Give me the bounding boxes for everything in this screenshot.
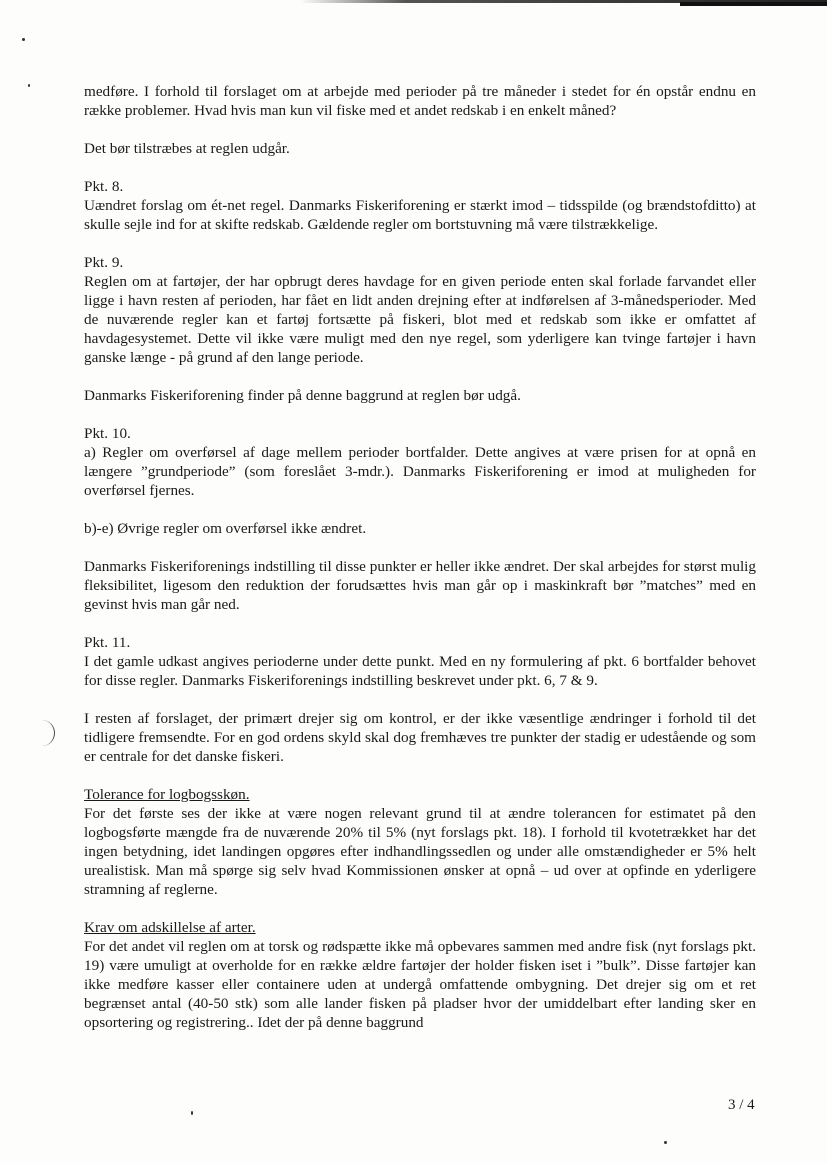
section-body-tolerance: For det første ses der ikke at være nogen relevant grund til at ændre tolerancen for estimatet på den logbogsførte mængde fra de nuværende 20% til 5% (nyt forslags pkt. 18). I forhold til kvotetrækket har det ingen betydning, idet landingen opgøres efter indhandlingssedlen og under alle omstændigheder er 5% helt urealistisk. Man må spørge sig selv hvad Kommissionen ønsker at opnå – ud over at opfinde en yderligere stramning af reglerne. [84, 805, 756, 898]
heading-tolerance: Tolerance for logbogsskøn. [84, 786, 250, 803]
section-body-species-separation: For det andet vil reglen om at torsk og rødspætte ikke må opbevares sammen med andre fisk (nyt forslags pkt. 19) være umuligt at overholde for en række ældre fartøjer der holder fisken iset i ”bulk”. Disse fartøjer kan ikke medføre kasser eller containere uden at undergå omfattende ombygning. Det drejer sig om et ret begrænset antal (40-50 stk) som alle lander fisken på pladser hvor der umiddelbart efter landing sker en opsortering og registrering.. Idet der på denne baggrund [84, 938, 756, 1031]
paragraph-intro: medføre. I forhold til forslaget om at arbejde med perioder på tre måneder i stedet for én opstår endnu en række problemer. Hvad hvis man kun vil fiske med et andet redskab i en enkelt måned? [84, 83, 756, 119]
section-conclusion-pkt10: Danmarks Fiskeriforenings indstilling til disse punkter er heller ikke ændret. Der skal arbejdes for størst mulig fleksibilitet, ligesom den reduktion der forudsættes hvis man går op i maskinkraft bør ”matches” med en gevinst hvis man går ned. [84, 558, 756, 613]
section-body-pkt9: Reglen om at fartøjer, der har opbrugt deres havdage for en given periode enten skal forlade farvandet eller ligge i havn resten af perioden, har fået en lidt anden drejning efter at indførelsen af 3-månedsperioder. Med de nuværende regler kan et fartøj fortsætte på fiskeri, blot med et redskab som ikke er omfattet af havdagesystemet. Dette vil ikke være muligt med den nye regel, som yderligere kan tvinge fartøjer i havn ganske længe - på grund af den lange periode. [84, 273, 756, 366]
section-body-pkt10-b-e: b)-e) Øvrige regler om overførsel ikke ændret. [84, 520, 367, 537]
heading-species-separation: Krav om adskillelse af arter. [84, 919, 256, 936]
section-label-pkt10: Pkt. 10. [84, 425, 131, 442]
scan-top-edge-dark [680, 2, 827, 6]
section-body-pkt11: I det gamle udkast angives perioderne under dette punkt. Med en ny formulering af pkt. 6 bortfalder behovet for disse regler. Danmarks Fiskeriforenings indstilling beskrevet under pkt. 6, 7 & 9. [84, 653, 756, 689]
scan-speck [664, 1141, 667, 1144]
section-label-pkt9: Pkt. 9. [84, 254, 124, 271]
paragraph-remaining-proposal: I resten af forslaget, der primært drejer sig om kontrol, er der ikke væsentlige ændringer i forhold til det tidligere fremsendte. For en god ordens skyld skal dog fremhæves tre punkter der stadig er udestående og som er centrale for det danske fiskeri. [84, 710, 756, 765]
paragraph-recommendation: Det bør tilstræbes at reglen udgår. [84, 140, 290, 157]
margin-bracket-mark [40, 720, 55, 746]
page-number: 3 / 4 [728, 1097, 755, 1113]
scan-speck [191, 1111, 193, 1115]
section-label-pkt8: Pkt. 8. [84, 178, 124, 195]
section-conclusion-pkt9: Danmarks Fiskeriforening finder på denne baggrund at reglen bør udgå. [84, 387, 521, 404]
scan-speck [22, 38, 25, 41]
section-body-pkt8: Uændret forslag om ét-net regel. Danmarks Fiskeriforening er stærkt imod – tidsspilde (og brændstofditto) at skulle sejle ind for at skifte redskab. Gældende regler om bortstuvning må være tilstrækkelige. [84, 197, 756, 233]
scan-speck [28, 84, 30, 87]
document-body [84, 82, 756, 1032]
section-body-pkt10-a: a) Regler om overførsel af dage mellem perioder bortfalder. Dette angives at være prisen for at opnå en længere ”grundperiode” (som foreslået 3-mdr.). Danmarks Fiskeriforening er imod at muligheden for overførsel fjernes. [84, 444, 756, 499]
section-label-pkt11: Pkt. 11. [84, 634, 131, 651]
